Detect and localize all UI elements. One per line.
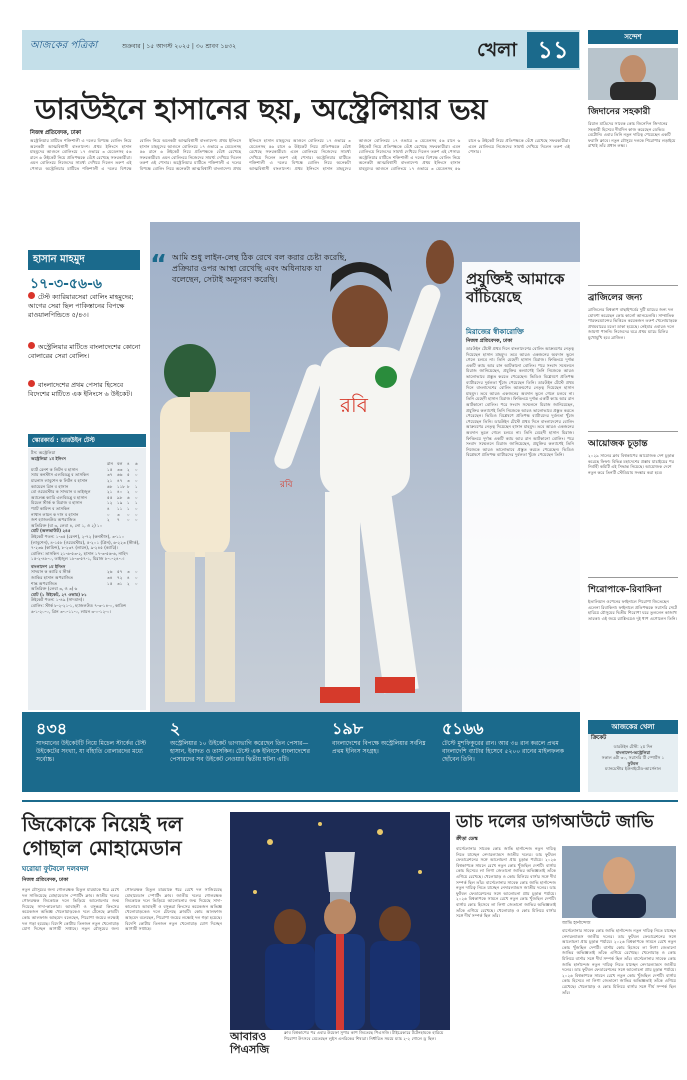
lead-headline: ডারউইনে হাসানের ছয়, অস্ট্রেলিয়ার ভয় bbox=[35, 92, 487, 126]
sidebar-item-body: রিয়াল মাদ্রিদের সাবেক কোচ জিনেদিন জিদানের সহকারী হিসেবে দীর্ঘদিন কাজ করেছেন ডেভিড বেটোনি। এবার তিনি নতুন দায়িত্ব পেয়েছেন একটি ফরাসি ক্লাবে। নতুন মৌসুমে দলকে শিরোপার লড়াইয়ে রাখাই তাঁর প্রধান লক্ষ্য। bbox=[588, 121, 676, 149]
batter-stat: ৪৭ bbox=[117, 477, 123, 483]
batter-stat: ৪ bbox=[127, 575, 130, 581]
tv-guide-title: আজকের খেলা bbox=[588, 720, 678, 734]
lead-body-text: অস্ট্রেলিয়ার মাটিতে শক্তিশালী এ দলের বিপক্ষে বোলিং নিয়ে অনেকটা আত্মবিশ্বাসী বাংলাদেশ। প্রথম ইনিংসে হাসান মাহমুদের আগুনে বোলিংয়ে ১৭ ওভারে ৩ মেডেনসহ ৫৬ রানে ৬ উইকেট নিয়ে প্রতিপক্ষকে বেঁধে রেখেছে সফরকারীরা। এমন বোলিংয়ে নিজেদের সামর্থ্য দেখিয়ে দিলেন তরুণ এই পেসার। bbox=[358, 138, 570, 171]
batter-stat: ৫ bbox=[127, 472, 130, 478]
stat-number: ৫১৬৬ bbox=[442, 719, 484, 738]
sidebar-item-title: ব্রাজিলের জন্য bbox=[588, 293, 643, 303]
batter-name: জশ হ্যাজলউড অপরাজিত bbox=[31, 517, 76, 523]
side-story-subtitle: মিরাজের স্বীকারোক্তি bbox=[466, 328, 524, 336]
batter-stat: ০ bbox=[135, 472, 138, 478]
tv-guide-sub: ক্রিকেট bbox=[591, 735, 607, 741]
batter-name: স্যাম কনস্টাস এলবিডব্লু ব তাসকিন bbox=[31, 472, 89, 478]
section-divider bbox=[22, 800, 678, 802]
batter-stat: ২১ bbox=[107, 489, 113, 495]
batter-stat: ৯৮ bbox=[117, 494, 123, 500]
story-body bbox=[22, 887, 222, 1057]
batter-stat: ১১৮ bbox=[117, 483, 126, 489]
scorecard-row bbox=[31, 517, 143, 523]
batter-name: ম্যাট রেনশ ক লিটন ব হাসান bbox=[31, 466, 78, 472]
side-story-headline: প্রযুক্তিই আমাকে বাঁচিয়েছে bbox=[466, 270, 565, 306]
fall-of-wickets: উইকেট পতন: ১-৩৫ (রেনশ), ২-৭২ (কনস্টাস), ৩-১১০ (লাবুশেন), ৪-১৫৮ (ওয়েবস্টার), ৫-২০১ (গ্রিন), ৬-২২৩ (স্টার্ক), ৭-২৩৬ (কামিন্স), ৮-২৩৭ (লায়ন), ৯-২৪৫ (ক্যারি)। bbox=[31, 533, 140, 551]
batter-stat: ২ bbox=[127, 466, 130, 472]
batter-stat: ০ bbox=[135, 575, 138, 581]
col-header: ৪ bbox=[127, 461, 130, 467]
batter-stat: ৩ bbox=[127, 477, 130, 483]
batter-stat: ০ bbox=[127, 517, 130, 523]
batter-stat: ১৫ bbox=[107, 466, 113, 472]
bullet-item bbox=[28, 292, 146, 320]
col-header: ৬ bbox=[135, 461, 138, 467]
batter-stat: ০ bbox=[107, 511, 110, 517]
divider bbox=[588, 577, 678, 578]
batter-stat: ১৫ bbox=[107, 580, 113, 586]
scorecard bbox=[28, 448, 146, 710]
stats-band bbox=[22, 712, 580, 792]
story-headline: জিকোকে নিয়েই দল গোছাল মোহামেডান bbox=[22, 812, 183, 860]
batter-name: শান্ত অপরাজিত bbox=[31, 580, 57, 586]
bullet-text: বাংলাদেশের প্রথম পেসার হিসেবে বিদেশের মাটিতে এক ইনিংসে ৬ উইকেট। bbox=[28, 381, 133, 398]
batter-stat: ০ bbox=[135, 569, 138, 575]
batter-stat: ২ bbox=[107, 517, 110, 523]
tv-event: ডারউইন টেস্ট: ২য় দিন bbox=[613, 744, 653, 749]
side-story-text: ডারউইন টেস্টে প্রথম দিনে বাংলাদেশের বোলিং আক্রমণের নেতৃত্ব দিয়েছেন হাসান মাহমুদ। তবে আরও একজনের অবদান ভুলে গেলে চলবে না। তিনি মেহেদী হাসান মিরাজ। ফিল্ডিংয়ে দুর্দান্ত একটি ক্যাচ আর রান আটকানো বোলিং। পরে সংবাদ সম্মেলনে মিরাজ জানিয়েছেন, প্রযুক্তির কল্যাণেই তিনি নিজেকে আরও ভালোভাবে প্রস্তুত করতে পেরেছেন। ভিডিও বিশ্লেষণে প্রতিপক্ষ ব্যাটারদের দুর্বলতা খুঁজে পেয়েছেন তিনি। bbox=[466, 346, 574, 385]
story-body-text: বার্সেলোনার সাবেক কোচ জাভি হার্নান্দেজ নতুন দায়িত্ব নিতে যাচ্ছেন নেদারল্যান্ডস জাতীয় দলের। ডাচ ফুটবল ফেডারেশনের সঙ্গে আলোচনা প্রায় চূড়ান্ত পর্যায়ে। ২০২৬ বিশ্বকাপকে সামনে রেখে নতুন কোচ খুঁজছিল দেশটি। বার্সায় কোচ হিসেবে লা লিগা জেতানো জাভির অভিজ্ঞতাই তাঁকে এগিয়ে রেখেছে। খেলোয়াড় ও কোচ মিলিয়ে বার্সার সঙ্গে দীর্ঘ সম্পর্ক ছিল তাঁর। bbox=[456, 879, 556, 919]
stat-number: ১৯৮ bbox=[332, 719, 364, 738]
stat-number: ৪৩৪ bbox=[36, 719, 68, 738]
batter-stat: ০ bbox=[135, 494, 138, 500]
story-body-text: বার্সেলোনার সাবেক কোচ জাভি হার্নান্দেজ নতুন দায়িত্ব নিতে যাচ্ছেন নেদারল্যান্ডস জাতীয় দলের। ডাচ ফুটবল ফেডারেশনের সঙ্গে আলোচনা প্রায় চূড়ান্ত পর্যায়ে। ২০২৬ বিশ্বকাপকে সামনে রেখে নতুন কোচ খুঁজছিল দেশটি। বার্সায় কোচ হিসেবে লা লিগা জেতানো জাভির অভিজ্ঞতাই তাঁকে এগিয়ে রেখেছে। খেলোয়াড় ও কোচ মিলিয়ে বার্সার সঙ্গে দীর্ঘ সম্পর্ক ছিল তাঁর। bbox=[562, 928, 676, 961]
batter-stat: ৬৬ bbox=[117, 472, 123, 478]
story-subhead: ঘরোয়া ফুটবলে দলবদল bbox=[22, 865, 89, 873]
batter-stat: ০ bbox=[135, 517, 138, 523]
batter-stat: ০ bbox=[127, 511, 130, 517]
tv-time: সকাল ৬টা ৩০, সরাসরি টি স্পোর্টস ১ bbox=[601, 755, 665, 761]
right-sidebar bbox=[588, 30, 678, 790]
quote-mark-icon: “ bbox=[150, 250, 168, 280]
side-story-body bbox=[466, 346, 574, 708]
dateline: শুক্রবার | ১৫ আগস্ট ২০২৫ | ৩০ শ্রাবণ ১৪৩২ bbox=[122, 43, 237, 50]
side-story-text: ডারউইন টেস্টে প্রথম দিনে বাংলাদেশের বোলিং আক্রমণের নেতৃত্ব দিয়েছেন হাসান মাহমুদ। তবে আরও একজনের অবদান ভুলে গেলে চলবে না। তিনি মেহেদী হাসান মিরাজ। ফিল্ডিংয়ে দুর্দান্ত একটি ক্যাচ আর রান আটকানো বোলিং। পরে সংবাদ সম্মেলনে মিরাজ জানিয়েছেন, প্রযুক্তির কল্যাণেই তিনি নিজেকে আরও ভালোভাবে প্রস্তুত করতে পেরেছেন। ভিডিও বিশ্লেষণে প্রতিপক্ষ ব্যাটারদের দুর্বলতা খুঁজে পেয়েছেন তিনি। bbox=[466, 418, 574, 458]
stat-text: অস্ট্রেলিয়ার ১০ উইকেট ভাগাভাগি করেছেন তিন পেসার—হাসান, ইবাদত ও তাসকিন। টেস্টে এক ইনিংসে বাংলাদেশের পেসারদের সব উইকেট নেওয়ার দ্বিতীয় ঘটনা এটি। bbox=[170, 740, 310, 763]
batter-stat: ২৬ bbox=[107, 569, 113, 575]
batter-name: জাকির হাসান অপরাজিত bbox=[31, 575, 74, 581]
batter-stat: ০ bbox=[135, 489, 138, 495]
person-photo bbox=[588, 48, 678, 100]
batter-stat: ১২ bbox=[107, 500, 113, 506]
person-photo-illustration bbox=[588, 48, 678, 100]
bowling-figures-list: বোলিং: স্টার্ক ৮-২-২১-১, হ্যাজলউড ৭-৩-১৪-০, কামিন্স ৬-১-২০-০, গ্রিন ৩-০-১১-০, লায়ন ৩-০-১২-০। bbox=[31, 603, 127, 614]
sidebar-item-title: আয়োজক চূড়ান্ত bbox=[588, 439, 648, 449]
scorecard-title: স্কোরকার্ড : ডারউইন টেস্ট bbox=[28, 434, 146, 447]
batter-stat: ৭২ bbox=[117, 575, 123, 581]
sidebar-item-body: ব্রাজিলের বিশ্বকাপ বাছাইপর্বের দুটি ম্যাচের জন্য দল ঘোষণা করেছেন কোচ কার্লো আনচেলত্তি। সাম্প্রতিক পারফরম্যান্সের ভিত্তিতে কয়েকজন তরুণ খেলোয়াড়কে প্রথমবারের মতো ডাকা হয়েছে। নেইমার এবারও দলে জায়গা পাননি। নিজেদের ঘরে প্রথম ম্যাচে চিলির মুখোমুখি হবে ব্রাজিল। bbox=[588, 307, 678, 340]
total: মোট (অলআউট) ২৪৫ bbox=[31, 528, 71, 534]
lead-quote: আমি শুধু লাইন-লেন্থ ঠিক রেখে বল করার চেষ্টা করেছি, প্রক্রিয়ার ওপর আস্থা রেখেছি এবং অধিনায়ক যা বলেছেন, সেটাই অনুসরণ করেছি। bbox=[172, 253, 347, 284]
batter-stat: ১ bbox=[135, 500, 138, 506]
psg-photo-illustration bbox=[230, 812, 450, 1030]
innings1-rows bbox=[31, 467, 143, 523]
innings-title: বাংলাদেশ ১ম ইনিংস bbox=[31, 563, 66, 569]
fall-of-wickets: উইকেট পতন: ১-৪৯ (সাদমান)। bbox=[31, 597, 84, 603]
batter-stat: ০ bbox=[135, 466, 138, 472]
lead-body-text: অস্ট্রেলিয়ার মাটিতে শক্তিশালী এ দলের বিপক্ষে বোলিং নিয়ে অনেকটা আত্মবিশ্বাসী বাংলাদেশ। প্রথম ইনিংসে হাসান মাহমুদের আগুনে বোলিংয়ে ১৭ ওভারে ৩ মেডেনসহ ৫৬ রানে ৬ উইকেট নিয়ে প্রতিপক্ষকে বেঁধে রেখেছে সফরকারীরা। এমন বোলিংয়ে নিজেদের সামর্থ্য দেখিয়ে দিলেন তরুণ এই পেসার। bbox=[45, 138, 242, 171]
col-header: বল bbox=[117, 461, 123, 467]
batter-stat: ২ bbox=[127, 580, 130, 586]
batter-stat: ৬৮ bbox=[107, 483, 113, 489]
batter-name: অ্যালেক্স ক্যারি এলবিডব্লু ব হাসান bbox=[31, 494, 87, 500]
stat-number: ২ bbox=[170, 719, 181, 738]
batter-name: বো ওয়েবস্টার ক সাদমান ব তাইজুল bbox=[31, 489, 91, 495]
bullet-item bbox=[28, 380, 146, 399]
caption-title: আবারও পিএসজি bbox=[230, 1030, 270, 1056]
batter-stat: ৫৫ bbox=[107, 494, 113, 500]
stat-text: টেস্টে মুশফিকুরের রান। আর ৩৪ রান করলে প্রথম বাংলাদেশি ব্যাটার হিসেবে ৫২০০ রানের মাইলফলক ছোঁবেন তিনি। bbox=[442, 740, 565, 763]
innings2-rows bbox=[31, 569, 143, 586]
story-byline: নিজস্ব প্রতিবেদক, ঢাকা bbox=[22, 877, 69, 883]
xavi-photo bbox=[562, 846, 676, 918]
batter-name: নাথান লায়ন ক দাস ব হাসান bbox=[31, 511, 79, 517]
jersey-logo-text: রবি bbox=[340, 393, 368, 417]
lead-body-text: অস্ট্রেলিয়ার মাটিতে শক্তিশালী এ দলের বিপক্ষে বোলিং নিয়ে অনেকটা আত্মবিশ্বাসী বাংলাদেশ। প্রথম ইনিংসে হাসান মাহমুদের আগুনে বোলিংয়ে ১৭ ওভারে ৩ মেডেনসহ ৫৬ রানে ৬ উইকেট নিয়ে প্রতিপক্ষকে বেঁধে রেখেছে সফরকারীরা। এমন বোলিংয়ে নিজেদের সামর্থ্য দেখিয়ে দিলেন তরুণ এই পেসার। bbox=[30, 138, 132, 171]
story-body-text: নতুন মৌসুমের জন্য গোলরক্ষক মিতুল মারমাকে ধরে রেখে দল সাজিয়েছে মোহামেডান স্পোর্টিং ক্লাব। জাতীয় দলের গোলরক্ষক জিকোকে দলে ভিড়িয়ে আলোচনার জন্ম দিয়েছে সাদা-কালোরা। আবাহনী ও বসুন্ধরা কিংসের কয়েকজন অভিজ্ঞ খেলোয়াড়কেও দলে টেনেছে ক্লাবটি। কোচ আলফাজ আহমেদ বলেছেন, শিরোপা জয়ের লক্ষ্যেই দল গড়া হয়েছে। বিদেশি কোটায় তিনজন নতুন খেলোয়াড় যোগ দিচ্ছেন আগামী সপ্তাহে। bbox=[81, 887, 222, 932]
story-mohammedan bbox=[22, 812, 222, 1072]
innings-title: অস্ট্রেলিয়া ১ম ইনিংস bbox=[31, 455, 66, 461]
lead-body-text: অস্ট্রেলিয়ার মাটিতে শক্তিশালী এ দলের বিপক্ষে বোলিং নিয়ে অনেকটা আত্মবিশ্বাসী বাংলাদেশ। প্রথম ইনিংসে হাসান মাহমুদের আগুনে বোলিংয়ে ১৭ ওভারে ৩ মেডেনসহ ৫৬ রানে ৬ উইকেট নিয়ে প্রতিপক্ষকে বেঁধে রেখেছে সফরকারীরা। এমন বোলিংয়ে নিজেদের সামর্থ্য দেখিয়ে দিলেন তরুণ এই পেসার। bbox=[249, 138, 461, 171]
story-byline: ক্রীড়া ডেস্ক bbox=[456, 836, 478, 842]
batter-stat: ২১ bbox=[107, 477, 113, 483]
photo-caption bbox=[230, 1030, 450, 1072]
story-body-text: নতুন মৌসুমের জন্য গোলরক্ষক মিতুল মারমাকে ধরে রেখে দল সাজিয়েছে মোহামেডান স্পোর্টিং ক্লাব। জাতীয় দলের গোলরক্ষক জিকোকে দলে ভিড়িয়ে আলোচনার জন্ম দিয়েছে সাদা-কালোরা। আবাহনী ও বসুন্ধরা কিংসের কয়েকজন অভিজ্ঞ খেলোয়াড়কেও দলে টেনেছে ক্লাবটি। কোচ আলফাজ আহমেদ বলেছেন, শিরোপা জয়ের লক্ষ্যেই দল গড়া হয়েছে। বিদেশি কোটায় তিনজন নতুন খেলোয়াড় যোগ দিচ্ছেন আগামী সপ্তাহে। bbox=[22, 887, 119, 932]
psg-photo bbox=[230, 812, 450, 1030]
batter-name: মিচেল স্টার্ক ক মিরাজ ব হাসান bbox=[31, 500, 83, 506]
batter-stat: ৩৪ bbox=[107, 575, 113, 581]
sidebar-section-label: সন্দেশ bbox=[588, 30, 678, 44]
batter-name: সাদমান ক ক্যারি ব স্টার্ক bbox=[31, 569, 71, 575]
stat-text: সাদমানের উইকেটটি নিয়ে মিচেল স্টার্কের টেস্ট উইকেটের সংখ্যা, যা বাঁহাতি বোলারদের মধ্যে সর্বোচ্চ। bbox=[36, 740, 147, 763]
caption-body: ক্লাব বিশ্বকাপের পর এবার উয়েফা সুপার কাপ জিতেছে পিএসজি। টাইব্রেকারে টটেনহামকে হারিয়ে শিরোপা উৎসবে মেতেছেন লুইস এনরিকের শিষ্যরা। নির্ধারিত সময়ে ম্যাচ ২-২ গোলে ড্র ছিল। bbox=[284, 1030, 444, 1041]
page-number: ১১ bbox=[527, 32, 579, 68]
batter-stat: ১ bbox=[135, 483, 138, 489]
batter-stat: ১৯ bbox=[117, 500, 123, 506]
masthead: আজকের পত্রিকা bbox=[30, 40, 98, 51]
photo-credit: জাভি হার্নান্দেজ bbox=[562, 921, 591, 926]
bowling-figures: ১৭-৩-৫৬-৬ bbox=[30, 276, 103, 292]
tv-guide bbox=[588, 720, 678, 792]
jersey-logo-text-small: রবি bbox=[280, 480, 293, 490]
sidebar-item-body: ২০২৯ সালের ক্লাব বিশ্বকাপের আয়োজক দেশ চূড়ান্ত করেছে ফিফা। বিভিন্ন মহাদেশের প্রস্তাব যাচাইয়ের পর নির্বাহী কমিটি এই সিদ্ধান্ত নিয়েছে। আয়োজক দেশে নতুন করে তিনটি স্টেডিয়াম সংস্কার করা হবে। bbox=[588, 453, 675, 475]
story-body-text: বার্সেলোনার সাবেক কোচ জাভি হার্নান্দেজ নতুন দায়িত্ব নিতে যাচ্ছেন নেদারল্যান্ডস জাতীয় দলের। ডাচ ফুটবল ফেডারেশনের সঙ্গে আলোচনা প্রায় চূড়ান্ত পর্যায়ে। ২০২৬ বিশ্বকাপকে সামনে রেখে নতুন কোচ খুঁজছিল দেশটি। বার্সায় কোচ হিসেবে লা লিগা জেতানো জাভির অভিজ্ঞতাই তাঁকে এগিয়ে রেখেছে। খেলোয়াড় ও কোচ মিলিয়ে বার্সার সঙ্গে দীর্ঘ সম্পর্ক ছিল তাঁর। bbox=[456, 846, 556, 885]
divider bbox=[588, 431, 678, 432]
xavi-photo-illustration bbox=[562, 846, 676, 918]
batter-stat: ১ bbox=[127, 505, 130, 511]
story-body-cont bbox=[562, 928, 676, 1066]
batter-stat: ৩৭ bbox=[107, 472, 113, 478]
bullet-item bbox=[28, 342, 146, 361]
col-header: রান bbox=[107, 461, 114, 467]
story-xavi bbox=[456, 812, 676, 1072]
batter-stat: ১ bbox=[127, 500, 130, 506]
bullet-text: টেস্ট ক্যারিয়ারসেরা বোলিং মাহমুদের; আগের সেরা ছিল পাকিস্তানের বিপক্ষে রাওয়ালপিন্ডিতে ৫/৪৩। bbox=[28, 293, 134, 319]
story-headline: ডাচ দলের ডাগআউটে জাভি bbox=[456, 812, 654, 832]
batter-stat: ৩১ bbox=[117, 580, 123, 586]
batter-name: প্যাট কামিন্স ব তাসকিন bbox=[31, 505, 70, 511]
tv-event: ফুটবল bbox=[627, 760, 639, 766]
batter-stat: ০ bbox=[135, 505, 138, 511]
bullet-dot-icon bbox=[28, 292, 35, 299]
bullet-dot-icon bbox=[28, 380, 35, 387]
side-story-byline: নিজস্ব প্রতিবেদক, ঢাকা bbox=[466, 338, 513, 344]
lead-byline: নিজস্ব প্রতিবেদক, ঢাকা bbox=[30, 130, 82, 136]
batter-name: মারনাস লাবুশেন ক লিটন ব হাসান bbox=[31, 477, 88, 483]
story-content bbox=[456, 846, 676, 1066]
batter-stat: ৪ bbox=[107, 505, 110, 511]
batter-stat: ০ bbox=[135, 580, 138, 586]
stat-text: বাংলাদেশের বিপক্ষে অস্ট্রেলিয়ার সর্বনিম্ন প্রথম ইনিংস সংগ্রহ। bbox=[332, 740, 426, 755]
batter-stat: ৩ bbox=[127, 569, 130, 575]
lead-body-text: অস্ট্রেলিয়ার মাটিতে শক্তিশালী এ দলের বিপক্ষে বোলিং নিয়ে অনেকটা আত্মবিশ্বাসী বাংলাদেশ। প্রথম ইনিংসে হাসান মাহমুদের আগুনে বোলিংয়ে ১৭ ওভারে ৩ মেডেনসহ ৫৬ রানে ৬ উইকেট নিয়ে প্রতিপক্ষকে বেঁধে রেখেছে সফরকারীরা। এমন বোলিংয়ে নিজেদের সামর্থ্য দেখিয়ে দিলেন তরুণ এই পেসার। bbox=[139, 138, 351, 171]
tv-teams: ম্যানচেস্টার ইউনাইটেড-আর্সেনাল bbox=[605, 766, 661, 772]
batter-stat: ২ bbox=[127, 489, 130, 495]
story-body-text: বার্সেলোনার সাবেক কোচ জাভি হার্নান্দেজ নতুন দায়িত্ব নিতে যাচ্ছেন নেদারল্যান্ডস জাতীয় দলের। ডাচ ফুটবল ফেডারেশনের সঙ্গে আলোচনা প্রায় চূড়ান্ত পর্যায়ে। ২০২৬ বিশ্বকাপকে সামনে রেখে নতুন কোচ খুঁজছিল দেশটি। বার্সায় কোচ হিসেবে লা লিগা জেতানো জাভির অভিজ্ঞতাই তাঁকে এগিয়ে রেখেছে। খেলোয়াড় ও কোচ মিলিয়ে বার্সার সঙ্গে দীর্ঘ সম্পর্ক ছিল তাঁর। bbox=[562, 955, 676, 995]
total: মোট (১ উইকেট, ২৭ ওভার) ৮১ bbox=[31, 591, 87, 597]
divider bbox=[588, 285, 678, 286]
sidebar-item-title: জিদানের সহকারী bbox=[588, 107, 651, 117]
batter-stat: ১১ bbox=[117, 505, 123, 511]
sidebar-item-body: ইতালিয়ান ওপেনের ফাইনালে শিরোপা জিতেছেন এলেনা রিবাকিনা। ফাইনালে প্রতিপক্ষকে সরাসরি সেটে হারিয়ে মৌসুমের দ্বিতীয় শিরোপা ঘরে তুললেন কাজাখ তারকা। এই জয়ে র‍্যাঙ্কিংয়েও দুই ধাপ এগোলেন তিনি। bbox=[588, 599, 678, 621]
batter-stat: ৭ bbox=[117, 517, 120, 523]
side-story-text: ডারউইন টেস্টে প্রথম দিনে বাংলাদেশের বোলিং আক্রমণের নেতৃত্ব দিয়েছেন হাসান মাহমুদ। তবে আরও একজনের অবদান ভুলে গেলে চলবে না। তিনি মেহেদী হাসান মিরাজ। ফিল্ডিংয়ে দুর্দান্ত একটি ক্যাচ আর রান আটকানো বোলিং। পরে সংবাদ সম্মেলনে মিরাজ জানিয়েছেন, প্রযুক্তির কল্যাণেই তিনি নিজেকে আরও ভালোভাবে প্রস্তুত করতে পেরেছেন। ভিডিও বিশ্লেষণে প্রতিপক্ষ ব্যাটারদের দুর্বলতা খুঁজে পেয়েছেন তিনি। bbox=[466, 379, 574, 424]
extras: অতিরিক্ত (বা ৩, লেবা ৪, নো ১, ও ২) ১০ bbox=[31, 522, 103, 528]
player-name-box: হাসান মাহমুদ bbox=[28, 250, 140, 270]
bullet-text: অস্ট্রেলিয়ার মাটিতে বাংলাদেশের কোনো বোলারের সেরা বোলিং। bbox=[28, 343, 141, 360]
batter-stat: ৪০ bbox=[117, 489, 123, 495]
batter-stat: ০ bbox=[135, 511, 138, 517]
section-name: খেলা bbox=[477, 39, 517, 61]
extras: অতিরিক্ত (লেবা ৩, ও ৩) ৬ bbox=[31, 586, 78, 592]
batter-stat: ৩ bbox=[117, 511, 120, 517]
story-body bbox=[456, 846, 556, 1066]
batter-stat: ৮ bbox=[127, 483, 130, 489]
sidebar-item-title: শিরোপাকে-রিবাকিনা bbox=[588, 585, 662, 595]
batter-stat: ০ bbox=[135, 477, 138, 483]
toss-line: টস: অস্ট্রেলিয়া bbox=[31, 450, 56, 455]
bowling-figures-list: বোলিং: তাসকিন ২১-৬-৫৩-২, হাসান ১৭-৩-৫৬-৬, নাহিদ ১৫-২-৪৮-০, তাইজুল ১৮-৩-৫৭-১, মিরাজ ৮-০-২৪-০। bbox=[31, 550, 128, 562]
batter-stat: ৫৭ bbox=[117, 569, 123, 575]
batter-stat: ৬ bbox=[127, 494, 130, 500]
batter-name: ক্যামেরন গ্রিন ব হাসান bbox=[31, 483, 69, 489]
tv-teams: বাংলাদেশ-অস্ট্রেলিয়া bbox=[615, 749, 651, 755]
bullet-dot-icon bbox=[28, 342, 35, 349]
lead-body bbox=[30, 138, 570, 222]
batter-stat: ৩৩ bbox=[117, 466, 123, 472]
